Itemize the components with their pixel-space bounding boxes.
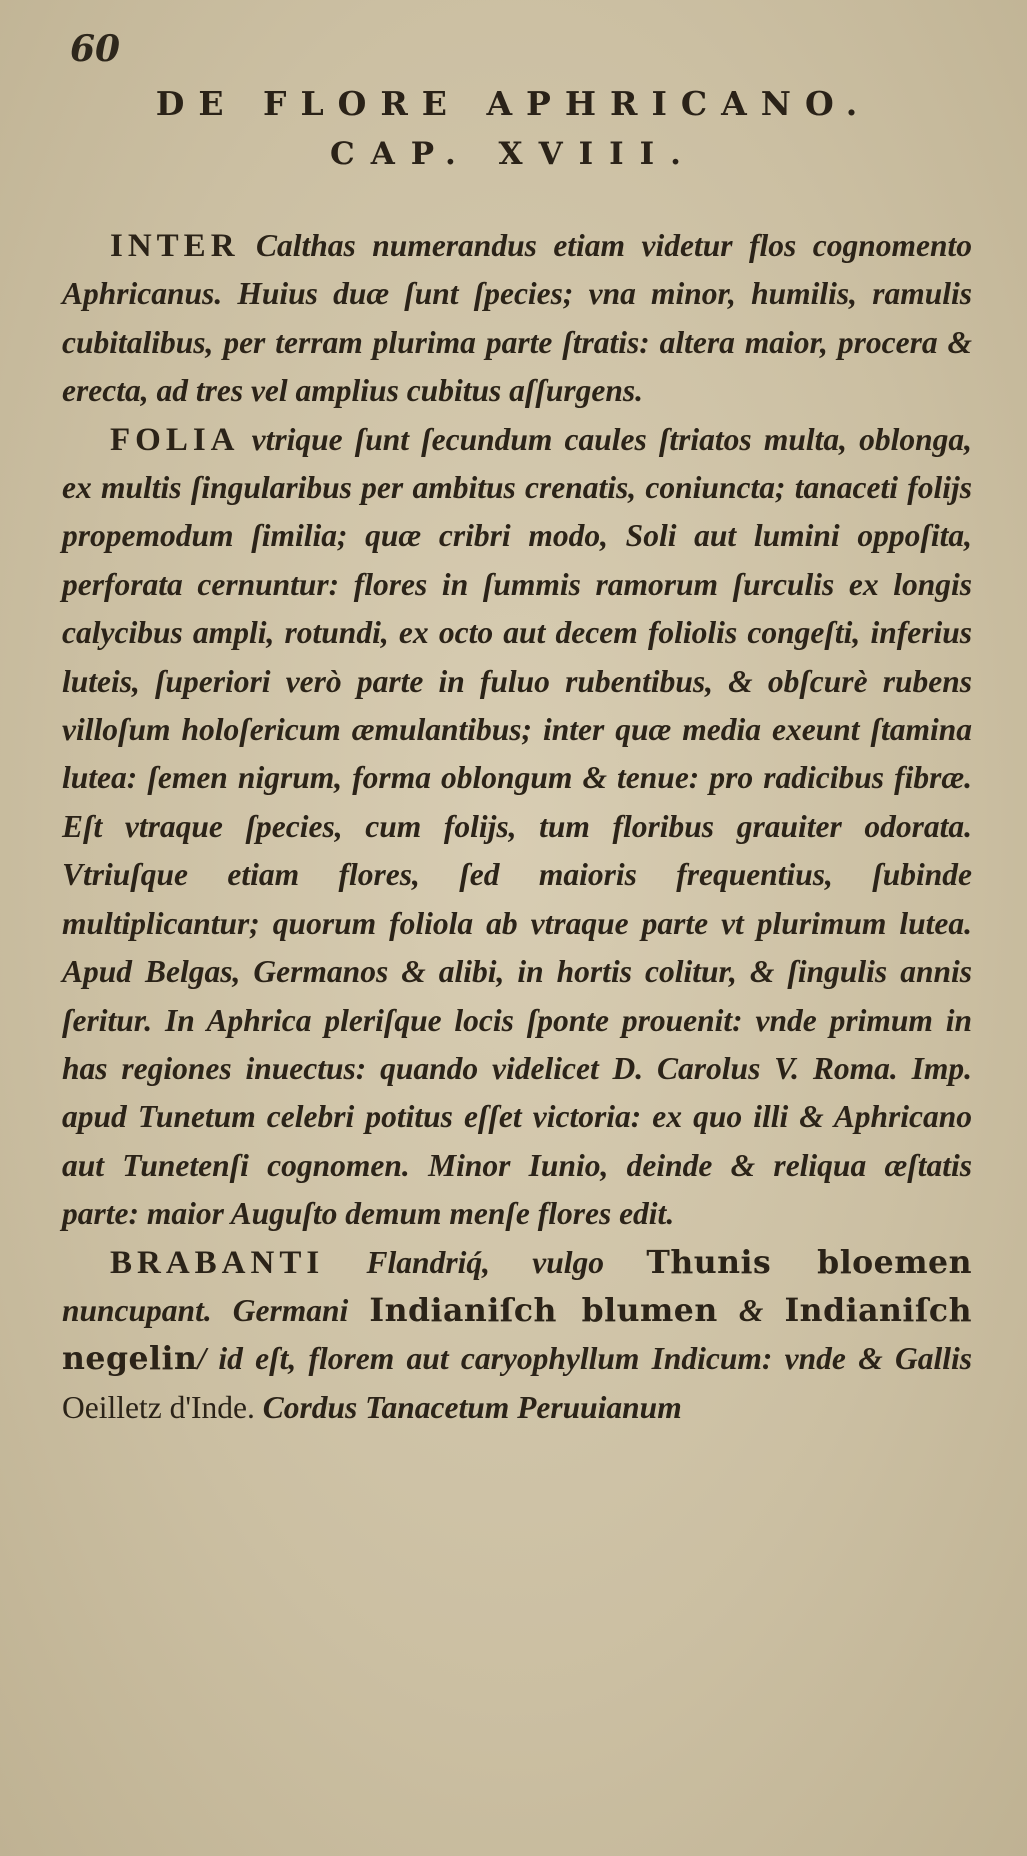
chapter-title: DE FLORE APHRICANO. bbox=[155, 84, 872, 123]
page-number: 60 bbox=[70, 28, 121, 70]
text-run: nuncupant. Germani bbox=[62, 1292, 370, 1328]
small-caps-lead: BRABANTI bbox=[110, 1244, 325, 1281]
text-run: / id eſt, florem aut caryophyllum Indicum: vnde & Gallis bbox=[197, 1341, 972, 1377]
blackletter-term: Indianiſch blumen bbox=[369, 1291, 718, 1329]
paragraph-text: vtrique ſunt ſecundum caules ſtriatos multa, oblonga, ex multis ſingularibus per ambitus crenatis, coniuncta; tanaceti folijs propemodum ſimilia; quæ cribri modo, Soli aut lumini oppoſita, perforata cernuntur: flores in ſummis ramorum ſurculis ex longis calycibus ampli, rotundi, ex octo aut decem foliolis congeſti, inferius luteis, ſuperiori verò parte in fuluo rubentibus, & obſcurè rubens villoſum holoſericum æmulantibus; inter quæ media exeunt ſtamina lutea: ſemen nigrum, forma oblongum & tenue: pro radicibus fibræ. Eſt vtraque ſpecies, cum folijs, tum floribus grauiter odorata. Vtriuſque etiam flores, ſed maioris frequentius, ſubinde multiplicantur; quorum foliola ab vtraque parte vt plurimum lutea. Apud Belgas, Germanos & alibi, in hortis colitur, & ſingulis annis ſeritur. In Aphrica pleriſque locis ſponte prouenit: vnde primum in has regiones inuectus: quando videlicet D. Carolus V. Roma. Imp. apud Tunetum celebri potitus eſſet victoria: ex quo illi & Aphricano aut Tunetenſi cognomen. Minor Iunio, deinde & reliqua æſtatis parte: maior Auguſto demum menſe flores edit. bbox=[62, 421, 972, 1232]
text-run: Flandriq́, vulgo bbox=[324, 1244, 647, 1280]
paragraph-inter bbox=[62, 222, 972, 416]
paragraph-folia bbox=[62, 416, 972, 1239]
blackletter-term: Thunis bloemen bbox=[646, 1243, 972, 1281]
paragraph-brabanti bbox=[62, 1239, 972, 1433]
paragraph-text: Calthas numerandus etiam videtur flos cognomento Aphricanus. Huius duæ ſunt ſpecies; vna minor, humilis, ramulis cubitalibus, per terram plurima parte ſtratis: altera maior, procera & erecta, ad tres vel amplius cubitus aſſurgens. bbox=[62, 228, 972, 409]
small-caps-lead: INTER bbox=[110, 228, 240, 264]
blackletter-term: Indianiſch negelin bbox=[62, 1291, 972, 1378]
chapter-number: CAP. XVIII. bbox=[330, 136, 697, 172]
text-run: Cordus Tanacetum Peruuianum bbox=[254, 1389, 682, 1425]
body-text bbox=[62, 222, 972, 1432]
text-run: & bbox=[717, 1292, 785, 1328]
small-caps-lead: FOLIA bbox=[110, 421, 240, 458]
roman-term: Oeilletz d'Inde. bbox=[62, 1389, 255, 1425]
